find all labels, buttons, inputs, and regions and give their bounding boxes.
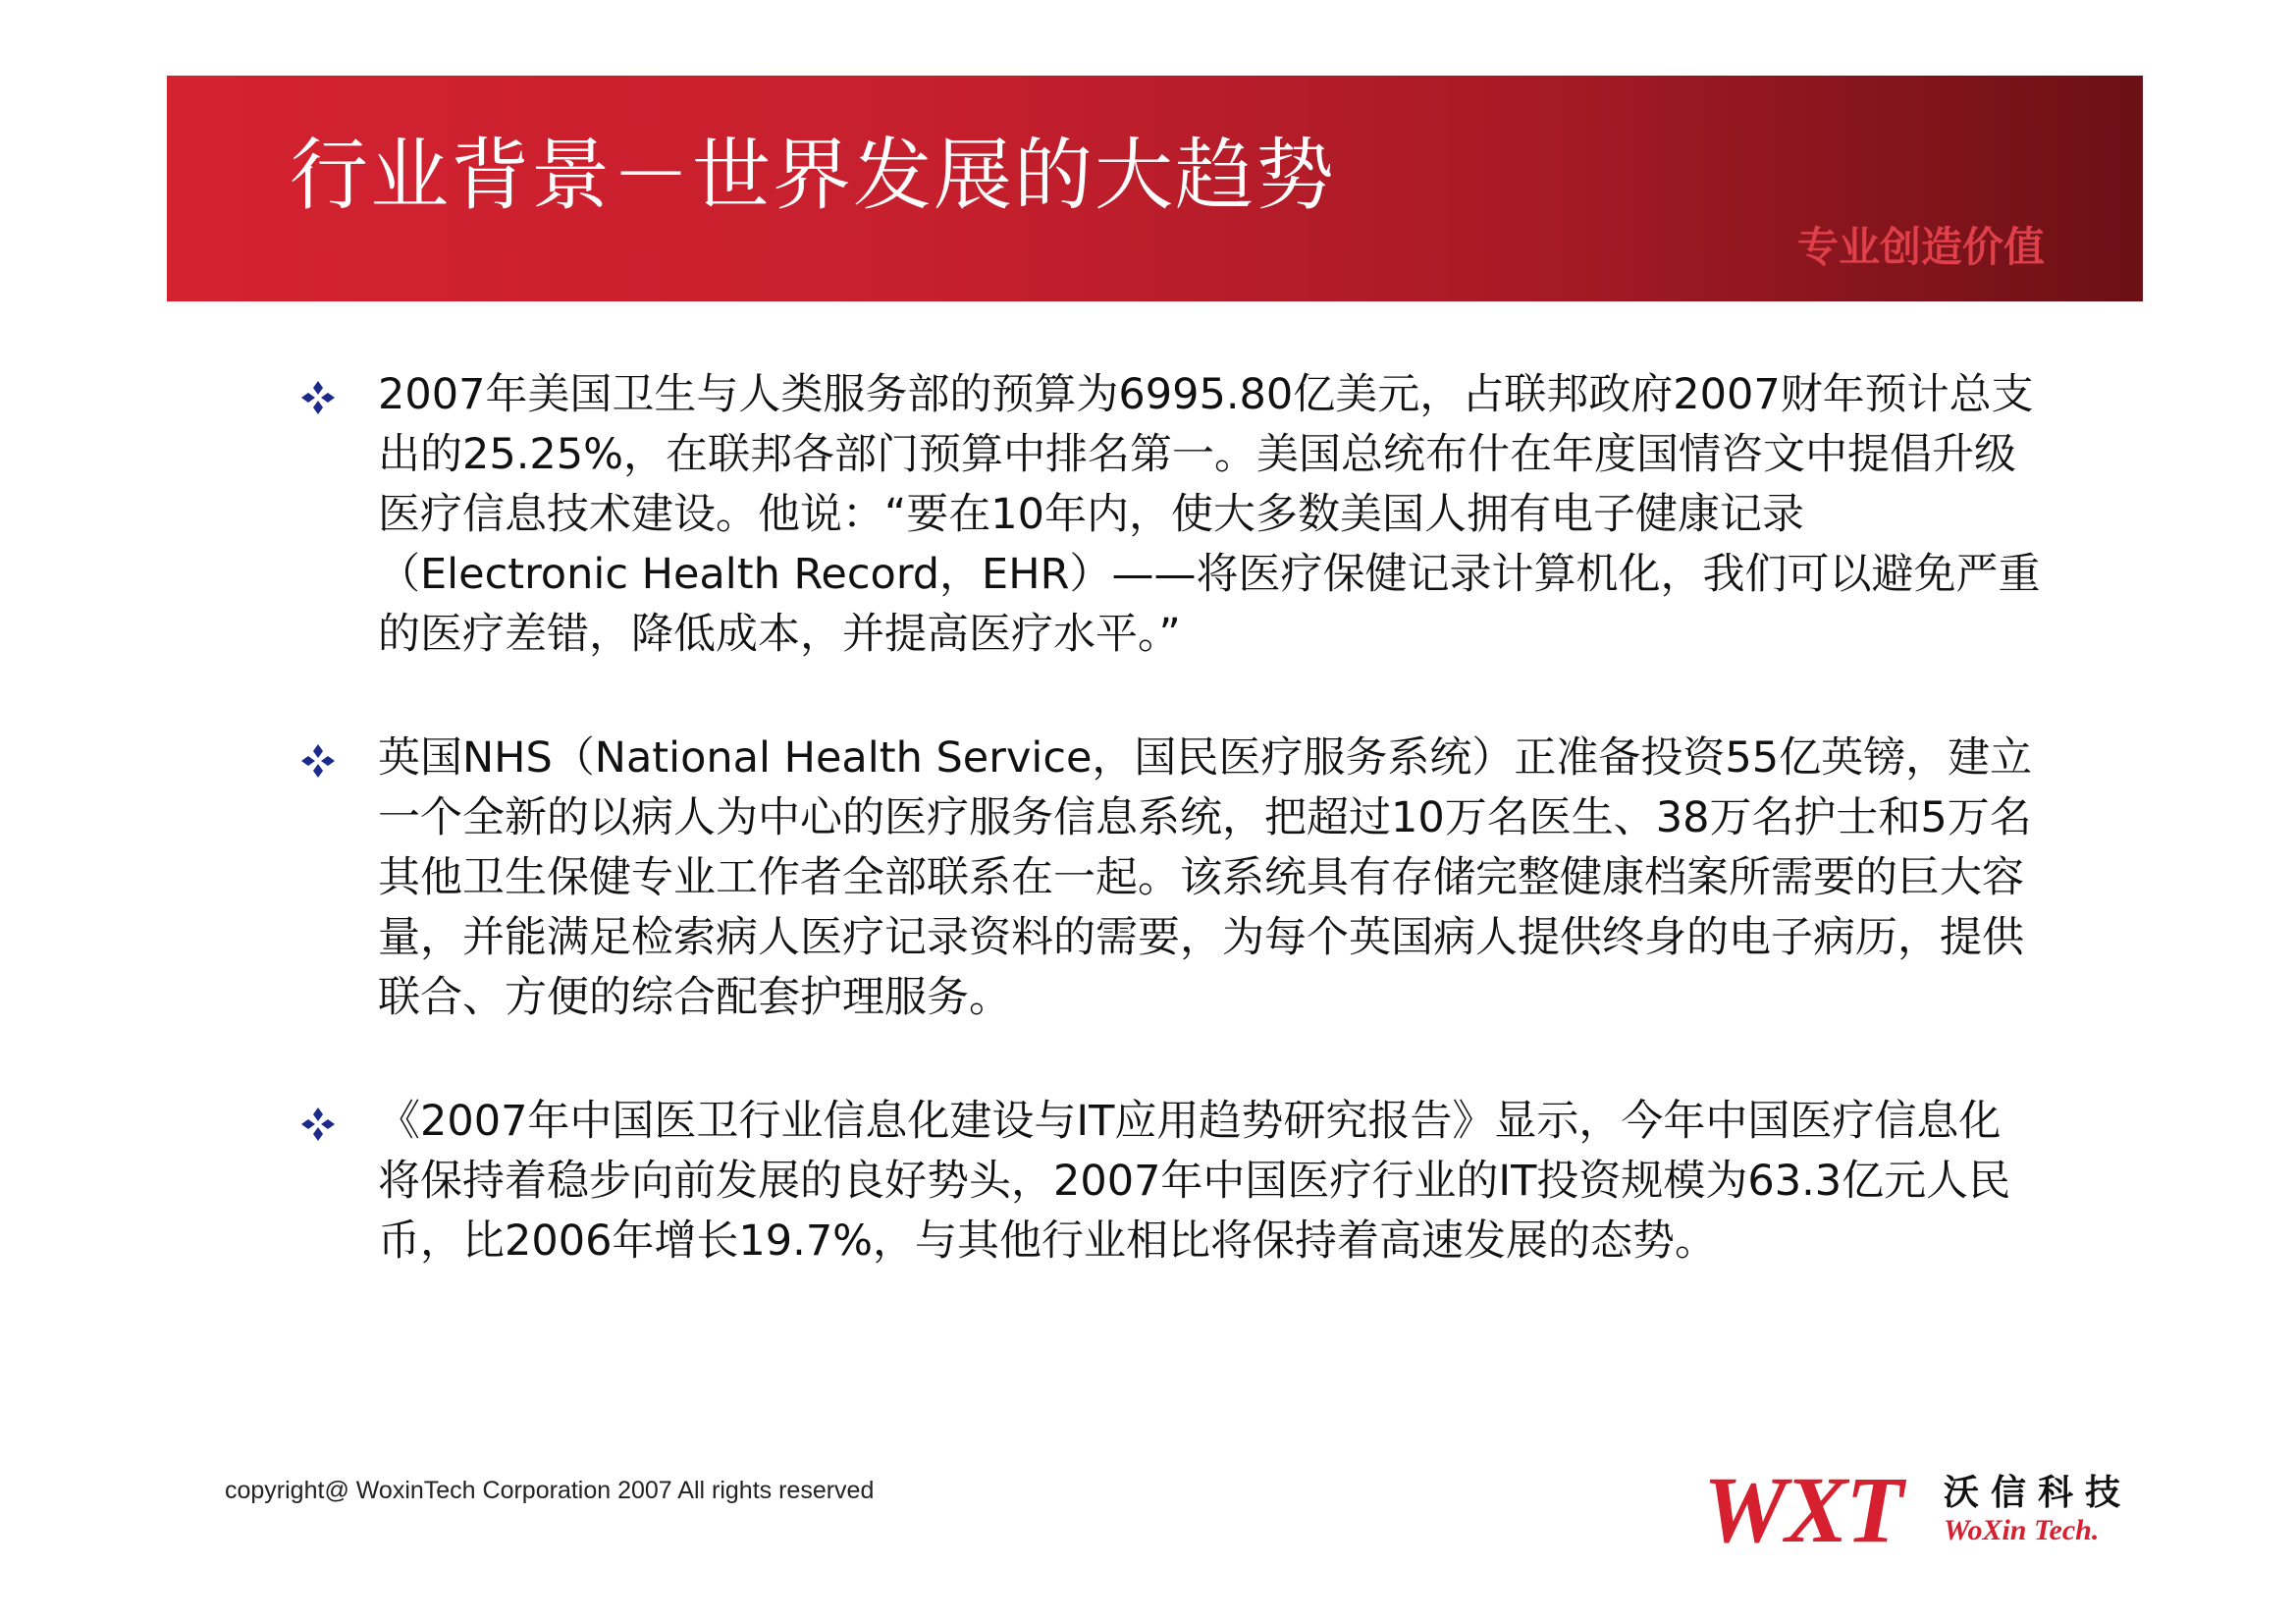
- slogan: 专业创造价值: [1796, 223, 2045, 271]
- copyright-text: copyright@ WoxinTech Corporation 2007 All rights reserved: [225, 1477, 875, 1504]
- page-title: 行业背景－世界发展的大趋势: [290, 130, 1336, 221]
- bullet-text: 2007年美国卫生与人类服务部的预算为6995.80亿美元，占联邦政府2007财年预计总支出的25.25%，在联邦各部门预算中排名第一。美国总统布什在年度国情咨文中提倡升级医疗信息技术建设。他说：“要在10年内，使大多数美国人拥有电子健康记录（Electronic Health Record，EHR）——将医疗保健记录计算机化，我们可以避免严重的医疗差错，降低成本，并提高医疗水平。”: [378, 370, 2041, 659]
- bullet-text: 《2007年中国医卫行业信息化建设与IT应用趋势研究报告》显示，今年中国医疗信息化将保持着稳步向前发展的良好势头，2007年中国医疗行业的IT投资规模为63.3亿元人民币，比2006年增长19.7%，与其他行业相比将保持着高速发展的态势。: [378, 1097, 2011, 1266]
- list-item: [299, 365, 2047, 665]
- company-logo: [1703, 1457, 2135, 1562]
- list-item: [299, 729, 2047, 1028]
- list-item: [299, 1092, 2047, 1271]
- bullet-text: 英国NHS（National Health Service，国民医疗服务系统）正准备投资55亿英镑，建立一个全新的以病人为中心的医疗服务信息系统，把超过10万名医生、38万名护士和5万名其他卫生保健专业工作者全部联系在一起。该系统具有存储完整健康档案所需要的巨大容量，并能满足检索病人医疗记录资料的需要，为每个英国病人提供终身的电子病历，提供联合、方便的综合配套护理服务。: [378, 733, 2033, 1022]
- diamond-bullet-icon: [299, 742, 337, 780]
- diamond-bullet-icon: [299, 379, 337, 416]
- logo-chinese-name: 沃信科技: [1944, 1473, 2133, 1513]
- header-banner: [167, 76, 2143, 301]
- logo-mark: WXT: [1703, 1457, 1902, 1562]
- bullet-list: [299, 365, 2047, 1271]
- diamond-bullet-icon: [299, 1106, 337, 1143]
- logo-english-name: WoXin Tech.: [1944, 1514, 2100, 1546]
